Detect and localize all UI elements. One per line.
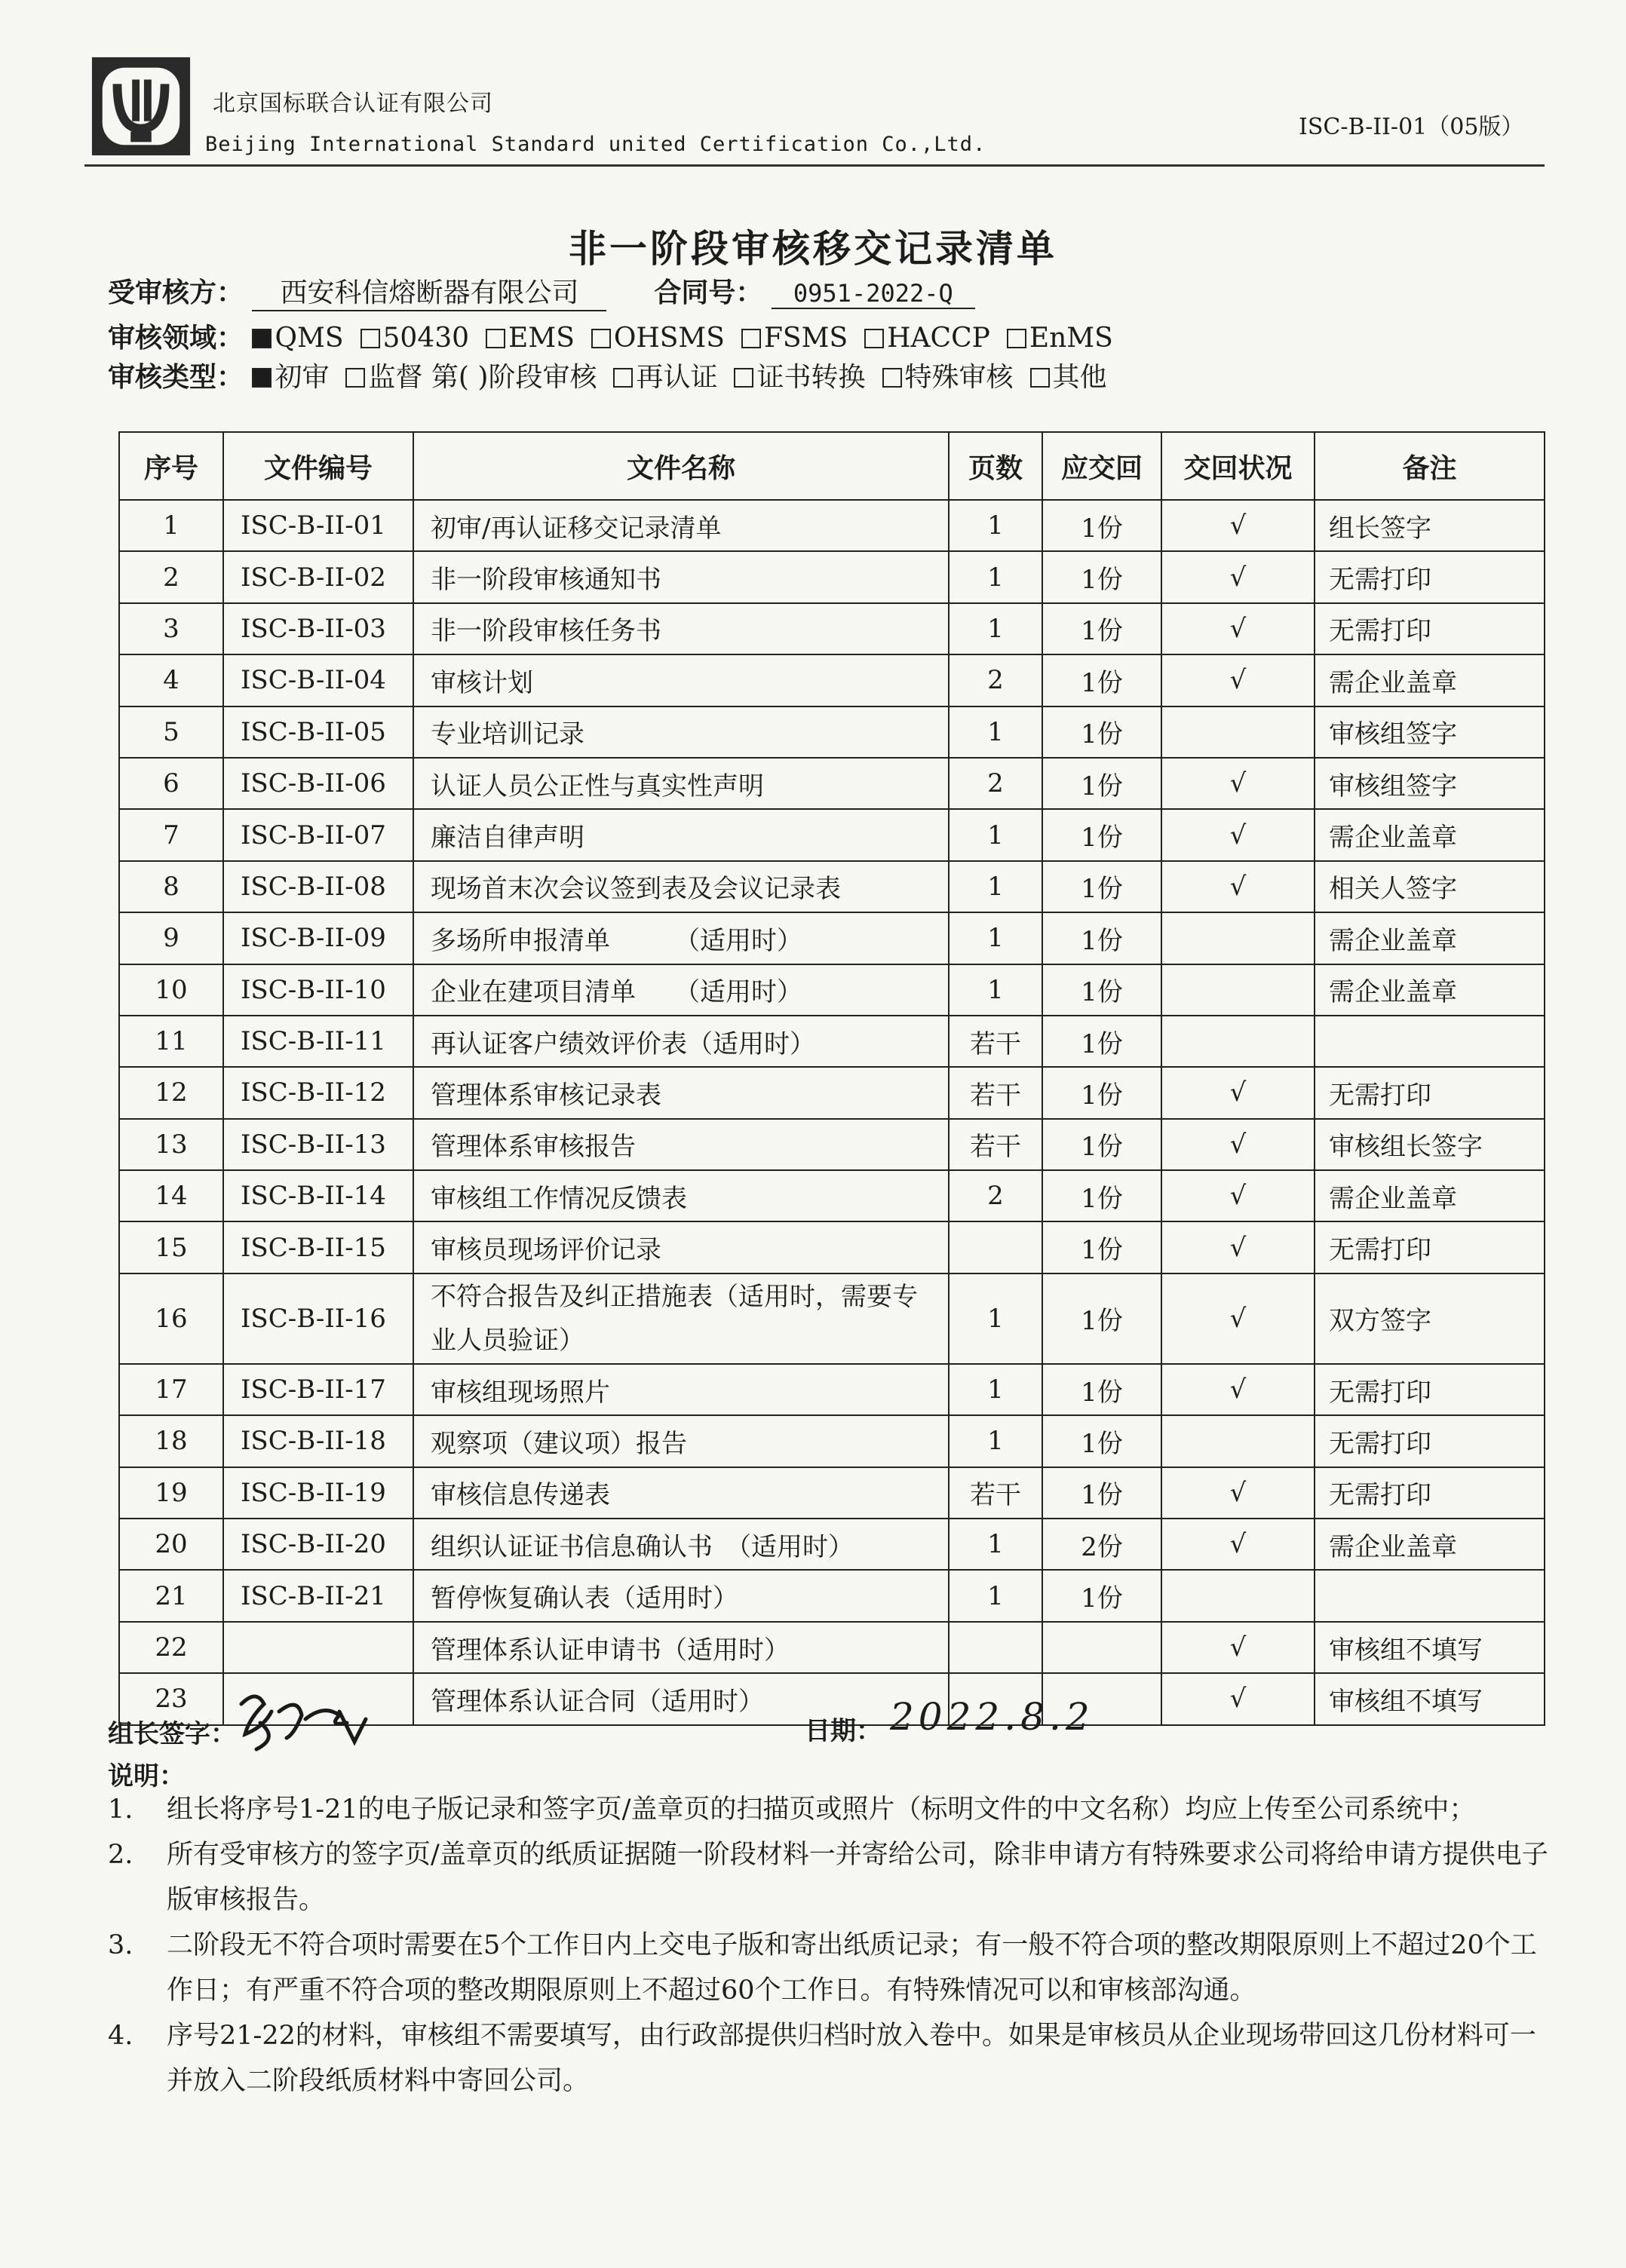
audit-type-option-label: 初审 bbox=[275, 362, 330, 393]
cell-name: 廉洁自律声明 bbox=[413, 809, 949, 860]
table-row bbox=[119, 1016, 1545, 1067]
cell-status: √ bbox=[1161, 809, 1315, 860]
cell-no: 16 bbox=[119, 1273, 223, 1364]
unchecked-box-icon bbox=[1007, 329, 1026, 348]
cell-remark: 无需打印 bbox=[1315, 1467, 1545, 1519]
cell-name: 再认证客户绩效评价表（适用时） bbox=[413, 1016, 949, 1067]
cell-no: 14 bbox=[119, 1170, 223, 1221]
audit-type-option-label: 再认证 bbox=[636, 362, 718, 393]
cell-name: 管理体系审核记录表 bbox=[413, 1067, 949, 1118]
unchecked-box-icon bbox=[345, 368, 365, 388]
audit-type-option bbox=[1030, 362, 1107, 393]
cell-remark: 无需打印 bbox=[1315, 603, 1545, 654]
cell-copies: 1份 bbox=[1042, 1170, 1161, 1221]
cell-no: 5 bbox=[119, 706, 223, 758]
cell-status: √ bbox=[1161, 1273, 1315, 1364]
audit-type-option bbox=[734, 362, 865, 393]
leader-signature-label: 组长签字： bbox=[108, 1719, 236, 1749]
header-no: 序号 bbox=[119, 432, 223, 500]
cell-code: ISC-B-II-09 bbox=[223, 912, 413, 964]
cell-no: 15 bbox=[119, 1221, 223, 1273]
cell-code: ISC-B-II-03 bbox=[223, 603, 413, 654]
cell-no: 3 bbox=[119, 603, 223, 654]
cell-name: 专业培训记录 bbox=[413, 706, 949, 758]
cell-pages: 1 bbox=[949, 706, 1042, 758]
table-row bbox=[119, 1170, 1545, 1221]
cell-pages: 若干 bbox=[949, 1467, 1042, 1519]
cell-pages: 2 bbox=[949, 654, 1042, 706]
cell-no: 7 bbox=[119, 809, 223, 860]
cell-pages: 1 bbox=[949, 809, 1042, 860]
cell-status: √ bbox=[1161, 861, 1315, 912]
unchecked-box-icon bbox=[741, 329, 761, 348]
cell-code: ISC-B-II-12 bbox=[223, 1067, 413, 1118]
cell-copies: 1份 bbox=[1042, 964, 1161, 1016]
header-status: 交回状况 bbox=[1161, 432, 1315, 500]
notes-list bbox=[108, 1787, 1556, 2104]
cell-status: √ bbox=[1161, 1119, 1315, 1170]
cell-code: ISC-B-II-16 bbox=[223, 1273, 413, 1364]
note-text: 序号21-22的材料，审核组不需要填写，由行政部提供归档时放入卷中。如果是审核员从企业现场带回这几份材料可一并放入二阶段纸质材料中寄回公司。 bbox=[167, 2021, 1536, 2096]
cell-name: 多场所申报清单 （适用时） bbox=[413, 912, 949, 964]
cell-no: 9 bbox=[119, 912, 223, 964]
table-row bbox=[119, 861, 1545, 912]
company-logo bbox=[89, 54, 193, 158]
unchecked-box-icon bbox=[486, 329, 505, 348]
table-row bbox=[119, 500, 1545, 551]
cell-no: 22 bbox=[119, 1622, 223, 1673]
audit-domain-option bbox=[741, 323, 848, 354]
table-row bbox=[119, 1415, 1545, 1467]
cell-copies: 1份 bbox=[1042, 654, 1161, 706]
audit-domain-option bbox=[1007, 323, 1113, 354]
table-row bbox=[119, 1467, 1545, 1519]
cell-remark: 需企业盖章 bbox=[1315, 1519, 1545, 1570]
company-name-cn: 北京国标联合认证有限公司 bbox=[213, 90, 493, 117]
cell-code: ISC-B-II-17 bbox=[223, 1364, 413, 1415]
cell-pages: 1 bbox=[949, 964, 1042, 1016]
audit-domain-option-label: QMS bbox=[275, 323, 344, 354]
cell-status: √ bbox=[1161, 551, 1315, 602]
note-number: 3. bbox=[108, 1930, 133, 1960]
table-row bbox=[119, 603, 1545, 654]
cell-no: 18 bbox=[119, 1415, 223, 1467]
cell-name: 组织认证证书信息确认书 （适用时） bbox=[413, 1519, 949, 1570]
cell-copies: 1份 bbox=[1042, 1016, 1161, 1067]
table-row bbox=[119, 706, 1545, 758]
cell-code: ISC-B-II-20 bbox=[223, 1519, 413, 1570]
cell-remark: 无需打印 bbox=[1315, 1067, 1545, 1118]
cell-code: ISC-B-II-11 bbox=[223, 1016, 413, 1067]
cell-status: √ bbox=[1161, 1067, 1315, 1118]
cell-pages: 2 bbox=[949, 758, 1042, 809]
cell-copies: 1份 bbox=[1042, 1221, 1161, 1273]
table-row bbox=[119, 654, 1545, 706]
cell-no: 13 bbox=[119, 1119, 223, 1170]
cell-pages: 1 bbox=[949, 1519, 1042, 1570]
table-row bbox=[119, 964, 1545, 1016]
contract-value: 0951-2022-Q bbox=[772, 279, 975, 309]
cell-code: ISC-B-II-01 bbox=[223, 500, 413, 551]
cell-code: ISC-B-II-21 bbox=[223, 1570, 413, 1621]
document-title: 非一阶段审核移交记录清单 bbox=[569, 226, 1057, 271]
cell-name: 审核计划 bbox=[413, 654, 949, 706]
unchecked-box-icon bbox=[734, 368, 753, 388]
cell-pages: 1 bbox=[949, 1273, 1042, 1364]
note-number: 4. bbox=[108, 2021, 133, 2051]
checked-box-icon bbox=[252, 329, 272, 348]
audit-domain-label: 审核领域： bbox=[108, 322, 244, 354]
cell-status: √ bbox=[1161, 1467, 1315, 1519]
cell-copies: 1份 bbox=[1042, 500, 1161, 551]
cell-code: ISC-B-II-10 bbox=[223, 964, 413, 1016]
cell-code: ISC-B-II-13 bbox=[223, 1119, 413, 1170]
table-row bbox=[119, 1067, 1545, 1118]
audit-domain-option bbox=[486, 323, 575, 354]
cell-no: 17 bbox=[119, 1364, 223, 1415]
cell-remark: 需企业盖章 bbox=[1315, 1170, 1545, 1221]
table-row bbox=[119, 809, 1545, 860]
cell-name: 不符合报告及纠正措施表（适用时，需要专业人员验证） bbox=[413, 1273, 949, 1364]
cell-remark: 需企业盖章 bbox=[1315, 654, 1545, 706]
cell-status: √ bbox=[1161, 1673, 1315, 1724]
cell-copies: 1份 bbox=[1042, 551, 1161, 602]
cell-status: √ bbox=[1161, 500, 1315, 551]
cell-pages: 1 bbox=[949, 912, 1042, 964]
cell-name: 观察项（建议项）报告 bbox=[413, 1415, 949, 1467]
cell-status: √ bbox=[1161, 603, 1315, 654]
table-row bbox=[119, 1119, 1545, 1170]
table-row bbox=[119, 1364, 1545, 1415]
cell-copies bbox=[1042, 1622, 1161, 1673]
cell-remark: 相关人签字 bbox=[1315, 861, 1545, 912]
auditee-label: 受审核方： bbox=[108, 277, 244, 308]
cell-status: √ bbox=[1161, 1170, 1315, 1221]
cell-status bbox=[1161, 1415, 1315, 1467]
cell-remark: 组长签字 bbox=[1315, 500, 1545, 551]
audit-type-option-label: 监督 第( )阶段审核 bbox=[368, 362, 597, 393]
audit-type-option-label: 特殊审核 bbox=[904, 362, 1014, 393]
checked-box-icon bbox=[252, 368, 272, 388]
cell-remark: 无需打印 bbox=[1315, 1415, 1545, 1467]
cell-name: 管理体系认证合同（适用时） bbox=[413, 1673, 949, 1724]
notes-label: 说明： bbox=[108, 1761, 185, 1791]
cell-name: 非一阶段审核任务书 bbox=[413, 603, 949, 654]
audit-domain-option bbox=[252, 323, 343, 354]
cell-name: 企业在建项目清单 （适用时） bbox=[413, 964, 949, 1016]
cell-name: 审核组工作情况反馈表 bbox=[413, 1170, 949, 1221]
table-row bbox=[119, 1622, 1545, 1673]
cell-name: 认证人员公正性与真实性声明 bbox=[413, 758, 949, 809]
cell-copies: 1份 bbox=[1042, 1273, 1161, 1364]
cell-code: ISC-B-II-06 bbox=[223, 758, 413, 809]
cell-status bbox=[1161, 964, 1315, 1016]
audit-domain-option-label: OHSMS bbox=[613, 323, 725, 354]
audit-domain-option-label: EMS bbox=[508, 323, 575, 354]
document-code: ISC-B-II-01（05版） bbox=[1299, 114, 1524, 140]
cell-remark: 无需打印 bbox=[1315, 551, 1545, 602]
note-text: 所有受审核方的签字页/盖章页的纸质证据随一阶段材料一并寄给公司，除非申请方有特殊要求公司将给申请方提供电子版审核报告。 bbox=[167, 1840, 1548, 1915]
cell-name: 非一阶段审核通知书 bbox=[413, 551, 949, 602]
cell-code: ISC-B-II-14 bbox=[223, 1170, 413, 1221]
table-row bbox=[119, 1273, 1545, 1364]
note-text: 组长将序号1-21的电子版记录和签字页/盖章页的扫描页或照片（标明文件的中文名称）均应上传至公司系统中； bbox=[167, 1794, 1476, 1825]
cell-copies: 1份 bbox=[1042, 861, 1161, 912]
audit-type-option bbox=[882, 362, 1014, 393]
note-item bbox=[108, 1923, 1556, 2013]
cell-pages: 1 bbox=[949, 1415, 1042, 1467]
audit-type-option-label: 证书转换 bbox=[756, 362, 866, 393]
cell-no: 20 bbox=[119, 1519, 223, 1570]
audit-domain-options bbox=[252, 323, 1129, 354]
cell-no: 10 bbox=[119, 964, 223, 1016]
cell-copies: 1份 bbox=[1042, 809, 1161, 860]
cell-code: ISC-B-II-07 bbox=[223, 809, 413, 860]
cell-pages bbox=[949, 1622, 1042, 1673]
cell-name: 审核员现场评价记录 bbox=[413, 1221, 949, 1273]
cell-status: √ bbox=[1161, 1364, 1315, 1415]
unchecked-box-icon bbox=[1030, 368, 1050, 388]
auditee-value: 西安科信熔断器有限公司 bbox=[252, 271, 606, 311]
cell-name: 现场首末次会议签到表及会议记录表 bbox=[413, 861, 949, 912]
cell-code: ISC-B-II-18 bbox=[223, 1415, 413, 1467]
company-name-en: Beijing International Standard united Certification Co.,Ltd. bbox=[205, 133, 986, 156]
cell-code bbox=[223, 1622, 413, 1673]
cell-code: ISC-B-II-05 bbox=[223, 706, 413, 758]
cell-status bbox=[1161, 706, 1315, 758]
header-remark: 备注 bbox=[1315, 432, 1545, 500]
audit-type-line bbox=[108, 356, 1124, 394]
cell-pages: 2 bbox=[949, 1170, 1042, 1221]
cell-status bbox=[1161, 912, 1315, 964]
cell-no: 8 bbox=[119, 861, 223, 912]
cell-remark: 审核组长签字 bbox=[1315, 1119, 1545, 1170]
cell-remark: 无需打印 bbox=[1315, 1221, 1545, 1273]
unchecked-box-icon bbox=[360, 329, 380, 348]
unchecked-box-icon bbox=[882, 368, 902, 388]
cell-status: √ bbox=[1161, 1622, 1315, 1673]
cell-name: 管理体系审核报告 bbox=[413, 1119, 949, 1170]
cell-remark: 无需打印 bbox=[1315, 1364, 1545, 1415]
cell-no: 4 bbox=[119, 654, 223, 706]
cell-name: 初审/再认证移交记录清单 bbox=[413, 500, 949, 551]
cell-pages: 1 bbox=[949, 1364, 1042, 1415]
table-row bbox=[119, 1570, 1545, 1621]
contract-label: 合同号： bbox=[654, 277, 763, 308]
cell-copies: 1份 bbox=[1042, 1364, 1161, 1415]
cell-no: 1 bbox=[119, 500, 223, 551]
date-value: 2022.8.2 bbox=[890, 1695, 1094, 1739]
cell-copies: 1份 bbox=[1042, 1467, 1161, 1519]
cell-copies: 1份 bbox=[1042, 758, 1161, 809]
cell-pages: 1 bbox=[949, 551, 1042, 602]
cell-no: 6 bbox=[119, 758, 223, 809]
date-label: 日期： bbox=[805, 1716, 882, 1746]
cell-no: 23 bbox=[119, 1673, 223, 1724]
note-item bbox=[108, 1787, 1556, 1832]
audit-domain-option-label: FSMS bbox=[763, 323, 848, 354]
cell-copies: 1份 bbox=[1042, 603, 1161, 654]
cell-status: √ bbox=[1161, 1221, 1315, 1273]
cell-remark: 审核组不填写 bbox=[1315, 1673, 1545, 1724]
cell-remark: 审核组签字 bbox=[1315, 758, 1545, 809]
cell-copies: 2份 bbox=[1042, 1519, 1161, 1570]
cell-no: 2 bbox=[119, 551, 223, 602]
cell-remark: 需企业盖章 bbox=[1315, 964, 1545, 1016]
cell-remark: 需企业盖章 bbox=[1315, 809, 1545, 860]
unchecked-box-icon bbox=[864, 329, 884, 348]
cell-copies: 1份 bbox=[1042, 1570, 1161, 1621]
cell-copies: 1份 bbox=[1042, 1119, 1161, 1170]
handover-table bbox=[118, 431, 1545, 1726]
cell-name: 管理体系认证申请书（适用时） bbox=[413, 1622, 949, 1673]
table-row bbox=[119, 758, 1545, 809]
cell-status: √ bbox=[1161, 758, 1315, 809]
cell-code: ISC-B-II-02 bbox=[223, 551, 413, 602]
cell-remark: 审核组不填写 bbox=[1315, 1622, 1545, 1673]
header-pages: 页数 bbox=[949, 432, 1042, 500]
audit-type-option-label: 其他 bbox=[1052, 362, 1107, 393]
audit-domain-option bbox=[360, 323, 470, 354]
audit-domain-option bbox=[864, 323, 990, 354]
table-row bbox=[119, 1221, 1545, 1273]
audit-type-option bbox=[613, 362, 717, 393]
unchecked-box-icon bbox=[591, 329, 611, 348]
cell-copies: 1份 bbox=[1042, 1415, 1161, 1467]
cell-copies: 1份 bbox=[1042, 912, 1161, 964]
cell-remark: 双方签字 bbox=[1315, 1273, 1545, 1364]
audit-domain-option-label: 50430 bbox=[382, 323, 470, 354]
cell-name: 暂停恢复确认表（适用时） bbox=[413, 1570, 949, 1621]
cell-pages bbox=[949, 1221, 1042, 1273]
audit-type-label: 审核类型： bbox=[108, 361, 244, 393]
cell-pages: 若干 bbox=[949, 1016, 1042, 1067]
cell-code: ISC-B-II-08 bbox=[223, 861, 413, 912]
cell-remark: 审核组签字 bbox=[1315, 706, 1545, 758]
handwritten-signature bbox=[226, 1681, 370, 1757]
note-number: 2. bbox=[108, 1840, 133, 1870]
note-text: 二阶段无不符合项时需要在5个工作日内上交电子版和寄出纸质记录；有一般不符合项的整改期限原则上不超过20个工作日；有严重不符合项的整改期限原则上不超过60个工作日。有特殊情况可以和审核部沟通。 bbox=[167, 1930, 1537, 2006]
cell-status: √ bbox=[1161, 1519, 1315, 1570]
note-number: 1. bbox=[108, 1794, 133, 1825]
audit-type-option bbox=[252, 362, 329, 393]
cell-remark bbox=[1315, 1016, 1545, 1067]
cell-name: 审核组现场照片 bbox=[413, 1364, 949, 1415]
note-item bbox=[108, 2013, 1556, 2104]
cell-copies: 1份 bbox=[1042, 706, 1161, 758]
cell-status: √ bbox=[1161, 654, 1315, 706]
cell-pages: 1 bbox=[949, 1570, 1042, 1621]
cell-code: ISC-B-II-04 bbox=[223, 654, 413, 706]
audit-domain-option-label: HACCP bbox=[887, 323, 990, 354]
audit-type-options bbox=[252, 362, 1123, 393]
cell-no: 19 bbox=[119, 1467, 223, 1519]
cell-code: ISC-B-II-15 bbox=[223, 1221, 413, 1273]
cell-remark bbox=[1315, 1570, 1545, 1621]
cell-name: 审核信息传递表 bbox=[413, 1467, 949, 1519]
cell-status bbox=[1161, 1570, 1315, 1621]
audit-type-option bbox=[345, 362, 597, 393]
audit-domain-option-label: EnMS bbox=[1029, 323, 1113, 354]
cell-remark: 需企业盖章 bbox=[1315, 912, 1545, 964]
header-code: 文件编号 bbox=[223, 432, 413, 500]
table-row bbox=[119, 551, 1545, 602]
cell-pages: 1 bbox=[949, 500, 1042, 551]
table-row bbox=[119, 1519, 1545, 1570]
cell-no: 11 bbox=[119, 1016, 223, 1067]
cell-no: 21 bbox=[119, 1570, 223, 1621]
cell-no: 12 bbox=[119, 1067, 223, 1118]
audit-domain-line bbox=[108, 317, 1130, 355]
audit-domain-option bbox=[591, 323, 725, 354]
table-row bbox=[119, 912, 1545, 964]
cell-copies: 1份 bbox=[1042, 1067, 1161, 1118]
cell-pages: 若干 bbox=[949, 1119, 1042, 1170]
cell-pages: 若干 bbox=[949, 1067, 1042, 1118]
note-item bbox=[108, 1832, 1556, 1923]
cell-status bbox=[1161, 1016, 1315, 1067]
cell-pages: 1 bbox=[949, 603, 1042, 654]
cell-pages: 1 bbox=[949, 861, 1042, 912]
auditee-line bbox=[108, 271, 975, 311]
cell-code: ISC-B-II-19 bbox=[223, 1467, 413, 1519]
header-copies: 应交回 bbox=[1042, 432, 1161, 500]
header-divider bbox=[84, 164, 1545, 167]
header-name: 文件名称 bbox=[413, 432, 949, 500]
unchecked-box-icon bbox=[613, 368, 633, 388]
table-header-row bbox=[119, 432, 1545, 500]
